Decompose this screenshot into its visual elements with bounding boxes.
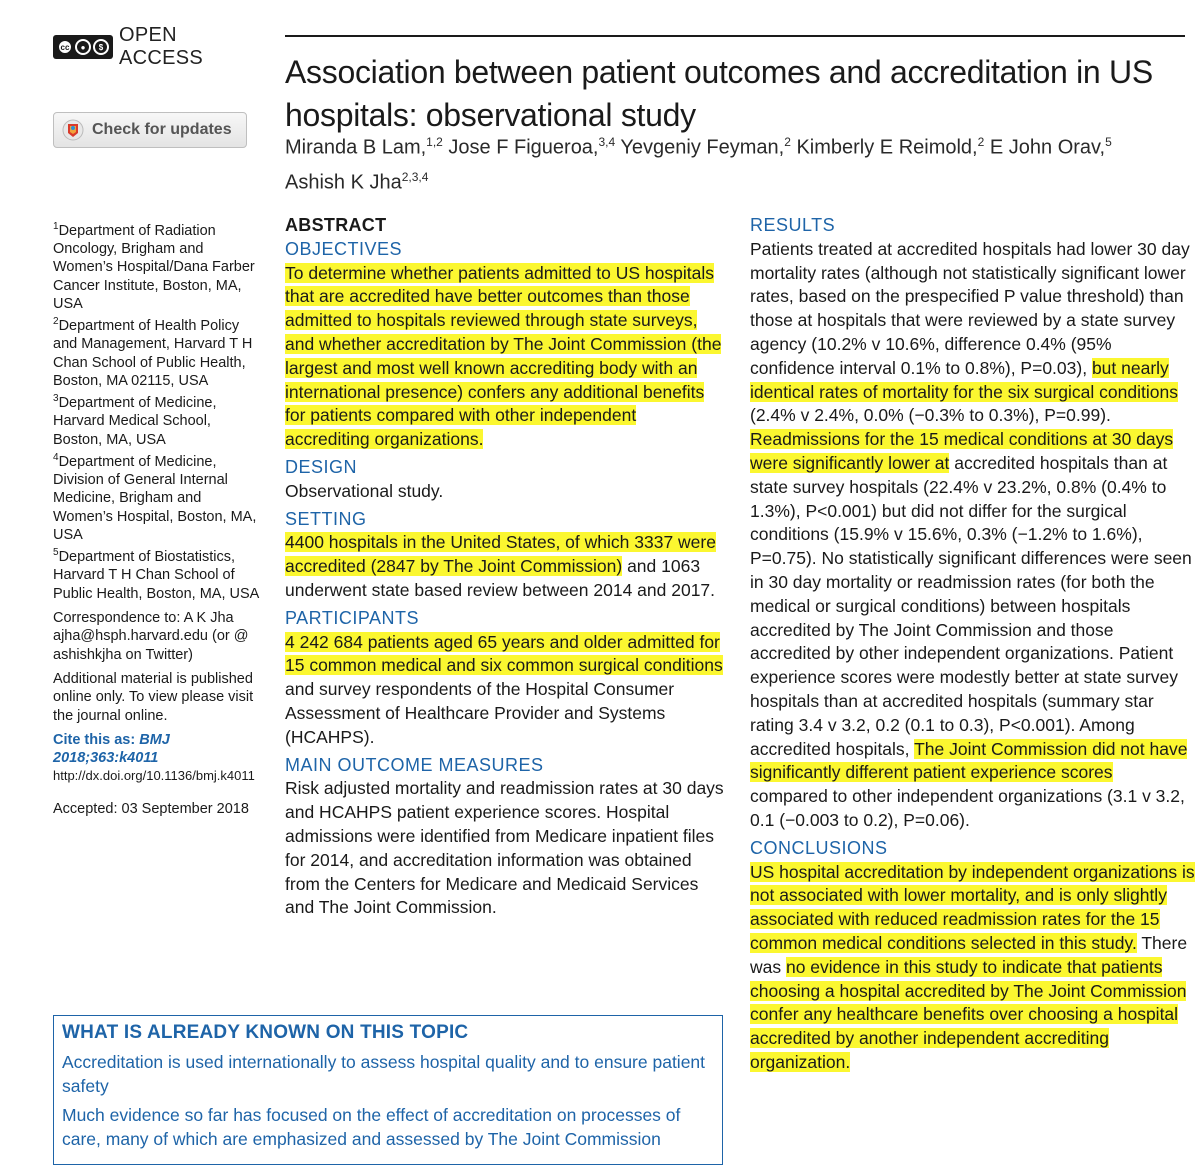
design-heading: DESIGN: [285, 456, 358, 477]
affiliation-5: $^5$Department of Biostatistics, Harvard T H Chan School of Public Health, Boston, MA, USA: [53, 547, 260, 602]
known-box-heading: WHAT IS ALREADY KNOWN ON THIS TOPIC: [62, 1022, 469, 1043]
objectives-heading: OBJECTIVES: [285, 238, 403, 259]
abstract-column-1: [285, 214, 725, 920]
correspondence: Correspondence to: A K Jha ajha@hsph.harvard.edu (or @ ashishkjha on Twitter): [53, 610, 249, 663]
results-text: Patients treated at accredited hospitals had lower 30 day mortality rates (although not statistically significant lower rates, based on the prespecified P value threshold) than those at hospitals that were reviewed by a state survey agency (10.2% v 10.6%, difference 0.4% (95% confidence interval 0.1% to 0.8%), P=0.03), but nearly identical rates of mortality for the six surgical conditions (2.4% v 2.4%, 0.0% (−0.3% to 0.3%), P=0.99). Readmissions for the 15 medical conditions at 30 days were significantly lower at accredited hospitals than at state survey hospitals (22.4% v 23.2%, 0.8% (0.4% to 1.3%), P<0.001) but did not differ for the surgical conditions (15.9% v 15.6%, 0.3% (−1.2% to 1.6%), P=0.75). No statistically significant differences were seen in 30 day mortality or readmission rates (for both the medical or surgical conditions) between hospitals accredited by The Joint Commission and those accredited by other independent organizations. Patient experience scores were modestly better at state survey hospitals than at accredited hospitals (summary star rating 3.4 v 3.2, 0.2 (0.1 to 0.3), P<0.001). Among accredited hospitals, The Joint Commission did not have significantly different patient experience scores compared to other independent organizations (3.1 v 3.2, 0.1 (−0.003 to 0.2), P=0.06).: [750, 238, 1192, 830]
author: Kimberly E Reimold,: [796, 136, 978, 159]
results-heading: RESULTS: [750, 215, 836, 235]
check-for-updates-button[interactable]: [53, 112, 247, 148]
author-list: Miranda B Lam,$^{1,2}$ Jose F Figueroa,$^{3,4}$ Yevgeniy Feyman,$^2$ Kimberly E Reimold,$^2$ E John Orav,$^5$ Ashish K Jha$^{2,3,4}$: [285, 135, 1112, 194]
author: Jose F Figueroa,: [448, 136, 599, 159]
main-outcome-text: Risk adjusted mortality and readmission rates at 30 days and HCAHPS patient experience scores. Hospital admissions were identified from Medicare inpatient files for 2014, and accreditation information was obtained from the Centers for Medicare and Medicaid Services and The Joint Commission.: [285, 778, 724, 918]
cc-by-nc-icon: cc ● $: [53, 35, 113, 59]
open-access-label: OPEN ACCESS: [119, 24, 204, 69]
participants-text: 4 242 684 patients aged 65 years and older admitted for 15 common medical and six common surgical conditions and survey respondents of the Hospital Consumer Assessment of Healthcare Provider and Systems (HCAHPS).: [285, 631, 723, 747]
accepted-date: Accepted: 03 September 2018: [53, 800, 249, 817]
author: Ashish K Jha: [285, 171, 402, 194]
left-rail: [53, 24, 263, 148]
cite-this-as: Cite this as: BMJ 2018;363:k4011 http://dx.doi.org/10.1136/bmj.k4011: [53, 731, 255, 784]
affiliation-1: $^1$Department of Radiation Oncology, Brigham and Women’s Hospital/Dana Farber Cancer Institute, Boston, MA, USA: [53, 221, 255, 313]
correspondence-contact[interactable]: ajha@hsph.harvard.edu (or @ ashishkjha on Twitter): [53, 628, 249, 663]
author: Miranda B Lam,: [285, 136, 427, 159]
design-text: Observational study.: [285, 480, 444, 501]
setting-text: 4400 hospitals in the United States, of which 3337 were accredited (2847 by The Joint Commission) and 1063 underwent state based review between 2014 and 2017.: [285, 532, 716, 600]
affiliation-3: $^3$Department of Medicine, Harvard Medical School, Boston, MA, USA: [53, 393, 217, 448]
abstract-column-2: [750, 214, 1195, 1075]
participants-heading: PARTICIPANTS: [285, 607, 420, 628]
abstract-heading: ABSTRACT: [285, 215, 387, 235]
author: E John Orav,: [989, 136, 1106, 159]
conclusions-heading: CONCLUSIONS: [750, 837, 888, 858]
known-item: Accreditation is used internationally to assess hospital quality and to ensure patient safety: [62, 1052, 706, 1096]
article-title: Association between patient outcomes and accreditation in US hospitals: observational study: [285, 35, 1185, 137]
author: Yevgeniy Feyman,: [620, 136, 785, 159]
affiliation-4: $^4$Department of Medicine, Division of General Internal Medicine, Brigham and Women’s Hospital, Boston, MA, USA: [53, 452, 257, 544]
affiliations: [53, 218, 263, 818]
additional-material-note: Additional material is published online only. To view please visit the journal online.: [53, 670, 254, 724]
affiliation-2: $^2$Department of Health Policy and Management, Harvard T H Chan School of Public Health, Boston, MA 02115, USA: [53, 316, 253, 390]
what-is-already-known-box: [53, 1015, 723, 1165]
crossmark-icon: [62, 119, 84, 141]
known-item: Much evidence so far has focused on the effect of accreditation on processes of care, many of which are emphasized and assessed by The Joint Commission: [62, 1105, 681, 1149]
main-outcome-heading: MAIN OUTCOME MEASURES: [285, 754, 544, 775]
open-access-badge[interactable]: [53, 24, 263, 69]
doi-link[interactable]: http://dx.doi.org/10.1136/bmj.k4011: [53, 768, 255, 784]
objectives-text: To determine whether patients admitted to US hospitals that are accredited have better outcomes than those admitted to hospitals reviewed through state surveys, and whether accreditation by The Joint Commission (the largest and most well known accrediting body with an international presence) confers any additional benefits for patients compared with other independent accrediting organizations.: [285, 262, 722, 450]
check-for-updates-label: Check for updates: [92, 121, 232, 138]
conclusions-text: US hospital accreditation by independent organizations is not associated with lower mortality, and is only slightly associated with reduced readmission rates for the 15 common medical conditions selected in this study. There was no evidence in this study to indicate that patients choosing a hospital accredited by The Joint Commission confer any healthcare benefits over choosing a hospital accredited by another independent accrediting organization.: [750, 861, 1195, 1072]
setting-heading: SETTING: [285, 508, 367, 529]
